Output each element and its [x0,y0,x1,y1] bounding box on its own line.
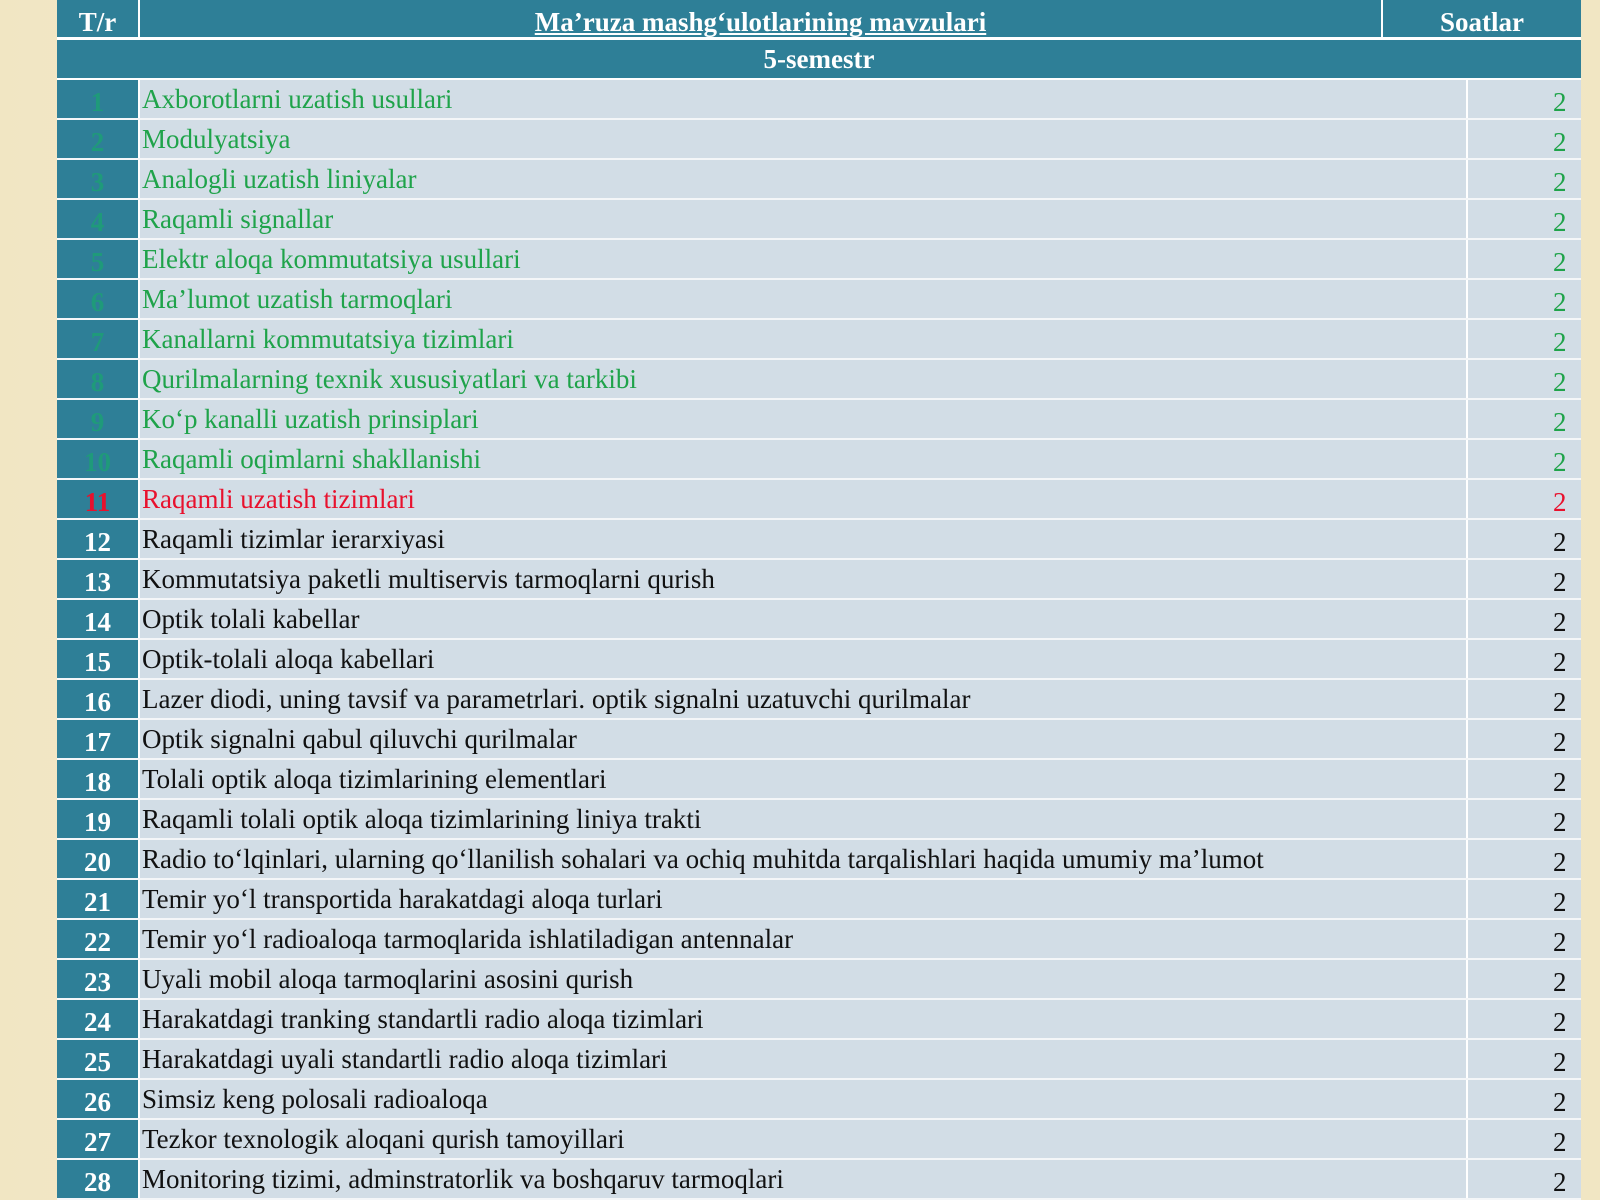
row-topic: Temir yo‘l radioaloqa tarmoqlarida ishlatiladigan antennalar [140,920,1468,958]
row-number: 11 [57,480,140,518]
row-topic: Optik signalni qabul qiluvchi qurilmalar [140,720,1468,758]
row-hours: 2 [1468,960,1581,998]
table-header-row [57,0,1581,40]
row-hours: 2 [1468,200,1581,238]
row-hours: 2 [1468,320,1581,358]
row-hours: 2 [1468,360,1581,398]
row-hours: 2 [1468,800,1581,838]
row-topic: Harakatdagi tranking standartli radio aloqa tizimlari [140,1000,1468,1038]
row-hours: 2 [1468,120,1581,158]
row-number: 3 [57,160,140,198]
table-row [57,1160,1581,1200]
table-row [57,120,1581,160]
row-number: 10 [57,440,140,478]
table-row [57,920,1581,960]
row-topic: Tolali optik aloqa tizimlarining elementlari [140,760,1468,798]
row-hours: 2 [1468,80,1581,118]
header-hours: Soatlar [1440,7,1524,37]
row-number: 23 [57,960,140,998]
row-number: 15 [57,640,140,678]
row-number: 17 [57,720,140,758]
row-number: 5 [57,240,140,278]
table-row [57,520,1581,560]
row-topic: Ko‘p kanalli uzatish prinsiplari [140,400,1468,438]
row-hours: 2 [1468,240,1581,278]
row-hours: 2 [1468,600,1581,638]
table-body [57,80,1581,1200]
table-row [57,1000,1581,1040]
row-topic: Tezkor texnologik aloqani qurish tamoyillari [140,1120,1468,1158]
row-number: 21 [57,880,140,918]
row-hours: 2 [1468,520,1581,558]
row-number: 14 [57,600,140,638]
row-topic: Raqamli uzatish tizimlari [140,480,1468,518]
row-number: 7 [57,320,140,358]
row-number: 8 [57,360,140,398]
table-row [57,200,1581,240]
row-topic: Analogli uzatish liniyalar [140,160,1468,198]
row-hours: 2 [1468,880,1581,918]
row-number: 24 [57,1000,140,1038]
row-topic: Raqamli signallar [140,200,1468,238]
row-topic: Qurilmalarning texnik xususiyatlari va tarkibi [140,360,1468,398]
table-row [57,160,1581,200]
table-row [57,760,1581,800]
row-topic: Raqamli oqimlarni shakllanishi [140,440,1468,478]
lecture-topics-table [57,0,1581,1200]
table-row [57,80,1581,120]
table-row [57,480,1581,520]
table-row [57,560,1581,600]
row-topic: Raqamli tizimlar ierarxiyasi [140,520,1468,558]
row-hours: 2 [1468,720,1581,758]
row-number: 13 [57,560,140,598]
table-row [57,720,1581,760]
row-topic: Simsiz keng polosali radioaloqa [140,1080,1468,1118]
row-topic: Modulyatsiya [140,120,1468,158]
row-number: 26 [57,1080,140,1118]
row-topic: Ma’lumot uzatish tarmoqlari [140,280,1468,318]
row-number: 18 [57,760,140,798]
header-topic: Ma’ruza mashg‘ulotlarining mavzulari [140,0,1383,37]
row-hours: 2 [1468,1160,1581,1198]
table-row [57,1080,1581,1120]
table-row [57,880,1581,920]
row-number: 25 [57,1040,140,1078]
table-row [57,1120,1581,1160]
row-hours: 2 [1468,1040,1581,1078]
table-row [57,360,1581,400]
row-number: 9 [57,400,140,438]
row-topic: Harakatdagi uyali standartli radio aloqa tizimlari [140,1040,1468,1078]
row-hours: 2 [1468,560,1581,598]
row-hours: 2 [1468,760,1581,798]
row-hours: 2 [1468,640,1581,678]
header-number: T/r [57,0,140,37]
row-number: 16 [57,680,140,718]
row-hours: 2 [1468,1120,1581,1158]
row-hours: 2 [1468,680,1581,718]
row-topic: Optik tolali kabellar [140,600,1468,638]
row-number: 19 [57,800,140,838]
row-number: 2 [57,120,140,158]
row-topic: Uyali mobil aloqa tarmoqlarini asosini qurish [140,960,1468,998]
row-hours: 2 [1468,1080,1581,1118]
row-topic: Kanallarni kommutatsiya tizimlari [140,320,1468,358]
row-topic: Radio to‘lqinlari, ularning qo‘llanilish sohalari va ochiq muhitda tarqalishlari haqida umumiy ma’lumot [140,840,1468,878]
row-number: 22 [57,920,140,958]
row-number: 12 [57,520,140,558]
row-topic: Temir yo‘l transportida harakatdagi aloqa turlari [140,880,1468,918]
table-row [57,800,1581,840]
row-hours: 2 [1468,1000,1581,1038]
row-hours: 2 [1468,280,1581,318]
row-number: 6 [57,280,140,318]
table-row [57,840,1581,880]
table-row [57,280,1581,320]
table-row [57,440,1581,480]
row-number: 1 [57,80,140,118]
row-number: 27 [57,1120,140,1158]
table-row [57,1040,1581,1080]
row-number: 20 [57,840,140,878]
table-row [57,400,1581,440]
row-hours: 2 [1468,480,1581,518]
row-hours: 2 [1468,400,1581,438]
row-hours: 2 [1468,840,1581,878]
table-row [57,240,1581,280]
semester-row: 5-semestr [57,40,1581,80]
row-topic: Axborotlarni uzatish usullari [140,80,1468,118]
row-number: 28 [57,1160,140,1198]
row-hours: 2 [1468,920,1581,958]
table-row [57,640,1581,680]
table-row [57,680,1581,720]
row-topic: Monitoring tizimi, adminstratorlik va boshqaruv tarmoqlari [140,1160,1468,1198]
row-topic: Raqamli tolali optik aloqa tizimlarining liniya trakti [140,800,1468,838]
row-number: 4 [57,200,140,238]
row-hours: 2 [1468,440,1581,478]
table-row [57,600,1581,640]
row-hours: 2 [1468,160,1581,198]
table-row [57,320,1581,360]
table-row [57,960,1581,1000]
row-topic: Kommutatsiya paketli multiservis tarmoqlarni qurish [140,560,1468,598]
row-topic: Elektr aloqa kommutatsiya usullari [140,240,1468,278]
row-topic: Optik-tolali aloqa kabellari [140,640,1468,678]
row-topic: Lazer diodi, uning tavsif va parametrlari. optik signalni uzatuvchi qurilmalar [140,680,1468,718]
